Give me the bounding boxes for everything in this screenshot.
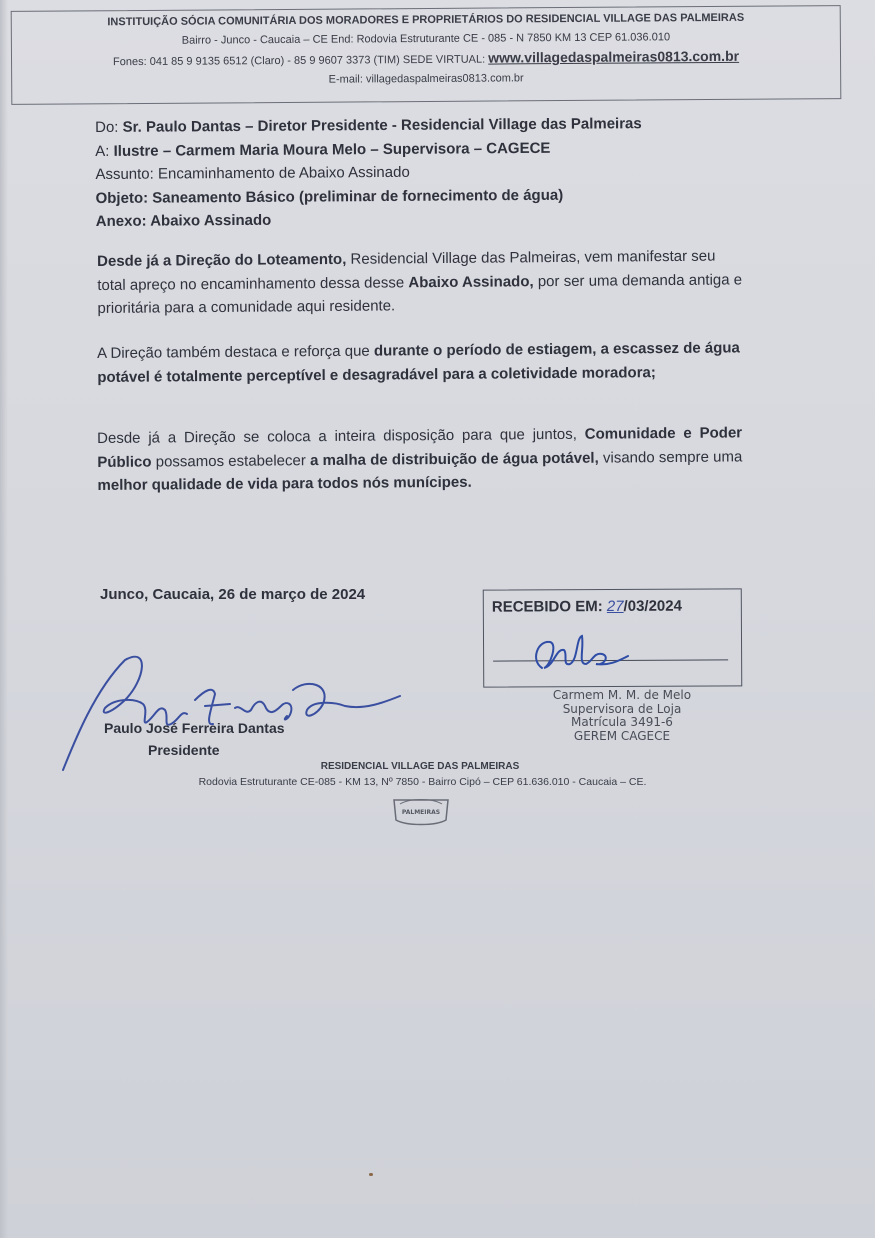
cagece-name: Carmem M. M. de Melo <box>552 688 692 702</box>
p1-bold: Abaixo Assinado, <box>408 272 534 291</box>
memo-object-value: Saneamento Básico (preliminar de fornecimento de água) <box>152 186 564 207</box>
logo-text: PALMEIRAS <box>401 809 441 816</box>
memo-from-label: Do: <box>95 118 119 136</box>
p1-text-end: por ser uma demanda antiga e prioritária para a comunidade aqui residente. <box>97 270 743 317</box>
body-paragraph-2 <box>97 336 742 389</box>
letterhead-box <box>11 5 842 105</box>
signer-name: Paulo José Ferreira Dantas <box>104 720 285 736</box>
received-label-row <box>492 598 682 616</box>
p3-text-2: possamos estabelecer <box>151 451 311 471</box>
cagece-registration: Matrícula 3491-6 <box>571 715 673 729</box>
stamp-signature-icon <box>520 620 640 680</box>
cagece-role: Supervisora de Loja <box>562 701 682 716</box>
p3-bold-3: melhor qualidade de vida para todos nós munícipes. <box>97 473 472 494</box>
signer-role: Presidente <box>148 742 220 758</box>
footer-title: RESIDENCIAL VILLAGE DAS PALMEIRAS <box>320 761 520 772</box>
date-line: Junco, Caucaia, 26 de março de 2024 <box>100 586 366 603</box>
letterhead-title: INSTITUIÇÃO SÓCIA COMUNITÁRIA DOS MORADORES E PROPRIETÁRIOS DO RESIDENCIAL VILLAGE DAS PALMEIRAS <box>107 11 745 29</box>
letterhead-phones: Fones: 041 85 9 9135 6512 (Claro) - 85 9 9607 3373 (TIM) SEDE VIRTUAL: <box>112 53 486 69</box>
p1-bold-lead: Desde já a Direção do Loteamento, <box>97 250 347 270</box>
received-date-rest: /03/2024 <box>623 597 682 615</box>
paper-speck <box>369 1173 373 1176</box>
memo-to-value: Ilustre – Carmem Maria Moura Melo – Supervisora – CAGECE <box>113 139 551 160</box>
memo-header <box>95 111 776 233</box>
letterhead-email: E-mail: villagedaspalmeiras0813.com.br <box>328 72 524 86</box>
memo-to-label: A: <box>95 142 110 160</box>
received-label: RECEBIDO EM: <box>491 598 603 616</box>
p3-bold-1: Comunidade e Poder Público <box>97 424 743 471</box>
memo-from-value: Sr. Paulo Dantas – Diretor Presidente - Residencial Village das Palmeiras <box>122 115 642 136</box>
memo-annex: Anexo: Abaixo Assinado <box>95 211 272 230</box>
p2-text: A Direção também destaca e reforça que <box>97 342 374 362</box>
cagece-stamp-text <box>537 689 707 743</box>
paper-shadow <box>0 0 8 1238</box>
p3-text: Desde já a Direção se coloca a inteira disposição para que juntos, <box>97 425 585 447</box>
memo-subject: Assunto: Encaminhamento de Abaixo Assinado <box>95 163 410 183</box>
palmeiras-logo-icon <box>390 794 452 828</box>
letterhead-website: www.villagedaspalmeiras0813.com.br <box>488 47 740 66</box>
letterhead-address: Bairro - Junco - Caucaia – CE End: Rodovia Estruturante CE - 085 - N 7850 KM 13 CEP 61.036.010 <box>181 31 671 47</box>
footer-address: Rodovia Estruturante CE-085 - KM 13, Nº 7850 - Bairro Cipó – CEP 61.636.010 - Caucaia – CE. <box>198 776 647 788</box>
received-day: 27 <box>606 597 624 616</box>
cagece-org: GEREM CAGECE <box>573 728 671 743</box>
p1-text: Residencial Village das Palmeiras, vem manifestar seu total apreço no encaminhamento dessa desse <box>97 247 716 294</box>
p2-bold: durante o período de estiagem, a escassez de água potável é totalmente perceptível e desagradável para a coletividade moradora; <box>97 339 740 386</box>
p3-bold-2: a malha de distribuição de água potável, <box>309 449 599 469</box>
body-paragraph-3 <box>97 421 743 497</box>
body-paragraph-1 <box>97 244 743 320</box>
memo-object-label: Objeto: <box>95 189 149 207</box>
p3-text-3: visando sempre uma <box>598 447 743 467</box>
